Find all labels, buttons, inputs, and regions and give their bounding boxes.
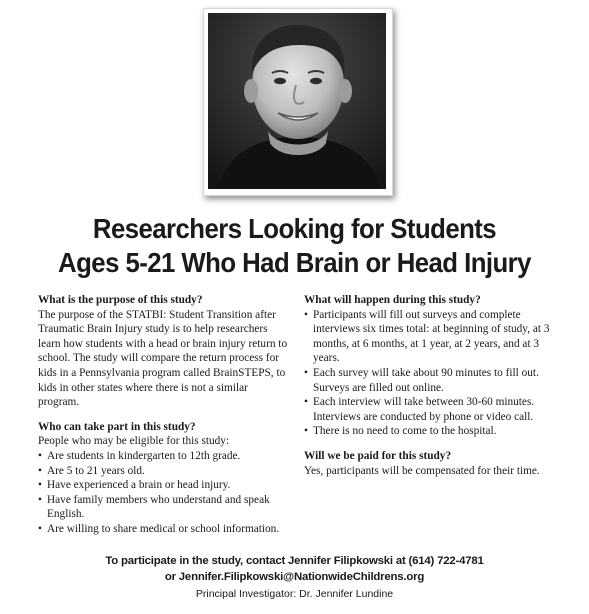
purpose-body: The purpose of the STATBI: Student Transition after Traumatic Brain Injury study is to help researchers learn how students with a head or brain injury return to school. The study will compare the return process for kids in a Pennsylvania program called BrainSTEPS, to kids in other states where there is not a similar program. <box>38 308 288 409</box>
contact-line-1: To participate in the study, contact Jennifer Filipkowski at (614) 722-4781 <box>105 555 484 567</box>
eligibility-list <box>38 449 290 537</box>
section-gap <box>304 439 554 449</box>
process-heading: What will happen during this study? <box>304 294 481 306</box>
headline-line-2: Ages 5-21 Who Had Brain or Head Injury <box>58 247 531 278</box>
list-item: • Are willing to share medical or school information. <box>38 522 290 537</box>
list-item: • Are 5 to 21 years old. <box>38 464 290 479</box>
list-item: • Participants will fill out surveys and complete interviews six times total: at beginning of study, at 3 months, at 6 months, at 1 year, at 2 years, and at 3 years. <box>304 308 554 366</box>
list-item: • Each interview will take between 30-60 minutes. Interviews are conducted by phone or video call. <box>304 395 554 424</box>
left-column <box>38 293 290 537</box>
contact-line-2: or Jennifer.Filipkowski@NationwideChildrens.org <box>164 571 425 583</box>
list-item: • Are students in kindergarten to 12th grade. <box>38 449 290 464</box>
section-gap <box>38 410 290 420</box>
headline-line-1: Researchers Looking for Students <box>92 213 497 244</box>
list-item: • Have experienced a brain or head injury. <box>38 478 290 493</box>
list-item: • Have family members who understand and speak English. <box>38 493 290 522</box>
list-item: • Each survey will take about 90 minutes to fill out. Surveys are filled out online. <box>304 366 554 395</box>
principal-investigator: Principal Investigator: Dr. Jennifer Lundine <box>195 588 394 600</box>
headline <box>24 212 566 280</box>
right-column <box>304 293 554 478</box>
payment-body: Yes, participants will be compensated for their time. <box>304 464 540 477</box>
list-item: • There is no need to come to the hospital. <box>304 424 554 439</box>
purpose-heading: What is the purpose of this study? <box>38 294 203 306</box>
payment-heading: Will we be paid for this study? <box>304 449 452 462</box>
eligibility-heading: Who can take part in this study? <box>38 420 196 433</box>
photo-frame <box>203 8 393 196</box>
student-photo <box>208 13 386 189</box>
process-list <box>304 308 554 439</box>
eligibility-intro: People who may be eligible for this study: <box>38 435 230 448</box>
